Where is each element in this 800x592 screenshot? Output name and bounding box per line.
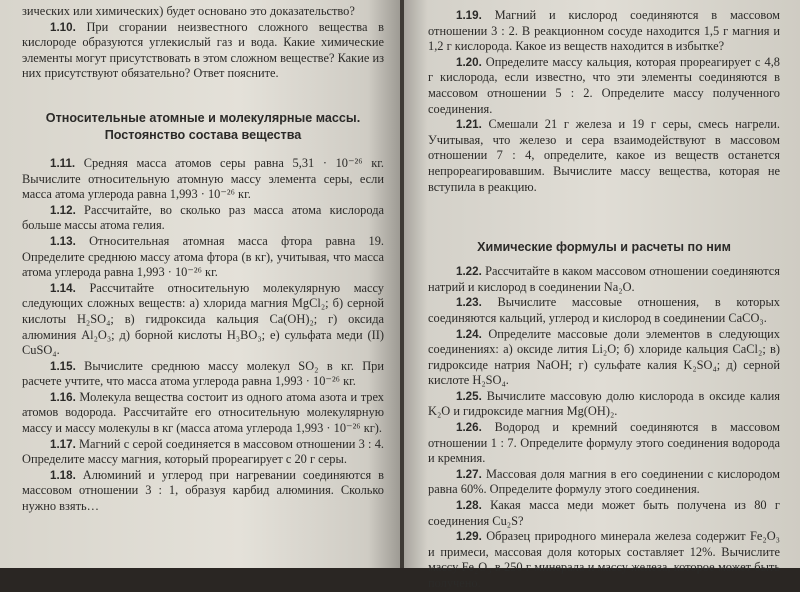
problem-number: 1.27. (456, 467, 482, 481)
problem-number: 1.13. (50, 234, 76, 248)
problem-number: 1.12. (50, 203, 76, 217)
problem-text: Вычислите среднюю массу молекул SO₂ в кг. При расчете учтите, что масса атома углерода равна 1,993 · 10⁻²⁶ кг. (22, 358, 384, 389)
left-paragraphs-after (22, 156, 384, 515)
problem-text: Средняя масса атомов серы равна 5,31 · 10⁻²⁶ кг. Вычислите относительную атомную массу элемента серы, если масса атома углерода равна 1,993 · 10⁻²⁶ кг. (22, 155, 384, 202)
problem-number: 1.25. (456, 389, 482, 403)
problem-number: 1.29. (456, 530, 482, 544)
right-column (428, 8, 780, 592)
left-column (22, 4, 384, 515)
left-paragraphs-before (22, 4, 384, 82)
problem-paragraph (428, 264, 780, 295)
problem-paragraph (428, 467, 780, 498)
problem-paragraph (22, 281, 384, 359)
problem-text: Рассчитайте в каком массовом отношении соединяются натрий и кислород в соединении Na₂O. (428, 264, 780, 294)
problem-text: Алюминий и углерод при нагревании соединяются в массовом отношении 3 : 1, образуя карбид алюминия. Сколько нужно взять… (22, 467, 384, 514)
section-heading-chemical-formulas: Химические формулы и расчеты по ним (477, 240, 731, 255)
right-page (404, 0, 800, 590)
right-paragraphs-after (428, 264, 780, 591)
problem-number: 1.20. (456, 55, 482, 69)
problem-text: Магний с серой соединяется в массовом отношении 3 : 4. Определите массу магния, который прореагирует с 20 г серы. (22, 436, 384, 467)
problem-text: Какая масса меди может быть получена из 80 г соединения Cu₂S? (428, 498, 780, 528)
problem-paragraph (22, 437, 384, 468)
problem-text: Вычислите массовую долю кислорода в оксиде калия K₂O и гидроксиде магния Mg(OH)₂. (428, 388, 780, 419)
problem-number: 1.11. (50, 156, 76, 170)
problem-number: 1.28. (456, 499, 482, 513)
problem-text: При сгорании неизвестного сложного вещества в кислороде образуются углекислый газ и вода. Какие химические элементы могут присутствовать в этом сложном веществе? Какие из них присутствуют обязательно? Ответ поясните. (22, 19, 384, 81)
right-paragraphs-before (428, 8, 780, 195)
left-page (0, 0, 400, 568)
problem-text: Рассчитайте относительную молекулярную массу следующих сложных веществ: а) хлорида магния MgCl₂; б) серной кислоты H₂SO₄; в) гидроксида кальция Ca(OH)₂; г) оксида алюминия Al₂O₃; д) борной кислоты H₃BO₃; е) сульфата меди (II) CuSO₄. (22, 280, 384, 358)
problem-number: 1.14. (50, 281, 76, 295)
problem-number: 1.24. (456, 327, 482, 341)
problem-text: Смешали 21 г железа и 19 г серы, смесь нагрели. Учитывая, что железо и сера взаимодействуют в массовом отношении 7 : 4, определите, какое из веществ останется непрореагировавшим. Вычислите массу вещества, которая не вступила в реакцию. (428, 117, 780, 194)
problem-paragraph (22, 468, 384, 515)
problem-number: 1.17. (50, 437, 76, 451)
problem-text: Образец природного минерала железа содержит Fe₂O₃ и примеси, массовая доля которых составляет 12%. Вычислите массу Fe₂O₃ в 250 г минерала и массу железа, которое может быть получено. (428, 529, 780, 590)
problem-text: Массовая доля магния в его соединении с кислородом равна 60%. Определите формулу этого соединения. (428, 466, 780, 497)
problem-number: 1.22. (456, 265, 482, 279)
problem-paragraph (22, 156, 384, 203)
problem-paragraph (428, 389, 780, 420)
problem-text: Молекула вещества состоит из одного атома азота и трех атомов водорода. Рассчитайте его относительную молекулярную массу и массу молекулы в кг (масса атома углерода 1,993 · 10⁻²⁶ кг). (22, 389, 384, 436)
problem-paragraph (428, 420, 780, 467)
problem-number: 1.21. (456, 118, 482, 132)
problem-paragraph (428, 8, 780, 55)
problem-text: зических или химических) будет основано это доказательство? (22, 4, 355, 18)
problem-paragraph (22, 234, 384, 281)
problem-text: Определите массу кальция, которая прореагирует с 4,8 г кислорода, если известно, что эти элементы соединяются в массовом отношении 5 : 2. Определите массу полученного соединения. (428, 54, 780, 116)
problem-text: Рассчитайте, во сколько раз масса атома кислорода больше массы атома гелия. (22, 202, 384, 233)
problem-number: 1.23. (456, 296, 482, 310)
problem-text: Водород и кремний соединяются в массовом отношении 1 : 7. Определите формулу этого соединения водорода и кремния. (428, 420, 780, 466)
problem-paragraph (22, 203, 384, 234)
problem-paragraph (428, 295, 780, 326)
problem-text: Вычислите массовые отношения, в которых соединяются кальций, углерод и кислород в соединении CaCO₃. (428, 295, 780, 325)
problem-paragraph (428, 55, 780, 117)
problem-paragraph (22, 20, 384, 82)
problem-number: 1.19. (456, 9, 482, 22)
problem-number: 1.26. (456, 421, 482, 435)
section-heading-atomic-masses: Относительные атомные и молекулярные массы. Постоянство состава вещества (45, 110, 361, 142)
problem-paragraph (428, 529, 780, 591)
problem-number: 1.18. (50, 468, 76, 482)
problem-paragraph (22, 390, 384, 437)
problem-paragraph (428, 327, 780, 389)
problem-number: 1.10. (50, 20, 76, 34)
problem-number: 1.16. (50, 390, 76, 404)
problem-paragraph (428, 498, 780, 529)
problem-number: 1.15. (50, 359, 76, 373)
problem-paragraph (428, 117, 780, 195)
problem-paragraph (22, 359, 384, 390)
problem-paragraph (22, 4, 384, 20)
problem-text: Определите массовые доли элементов в следующих соединениях: а) оксиде лития Li₂O; б) хлориде кальция CaCl₂; в) гидроксиде натрия NaOH; г) сульфате калия K₂SO₄; д) серной кислоте H₂SO₄. (428, 326, 780, 388)
problem-text: Магний и кислород соединяются в массовом отношении 3 : 2. В реакционном сосуде находится 1,5 г магния и 1,2 г кислорода. Какое из веществ находится в избытке? (428, 8, 780, 54)
problem-text: Относительная атомная масса фтора равна 19. Определите среднюю массу атома фтора (в кг), учитывая, что масса атома углерода равна 1,993 · 10⁻²⁶ кг. (22, 233, 384, 280)
